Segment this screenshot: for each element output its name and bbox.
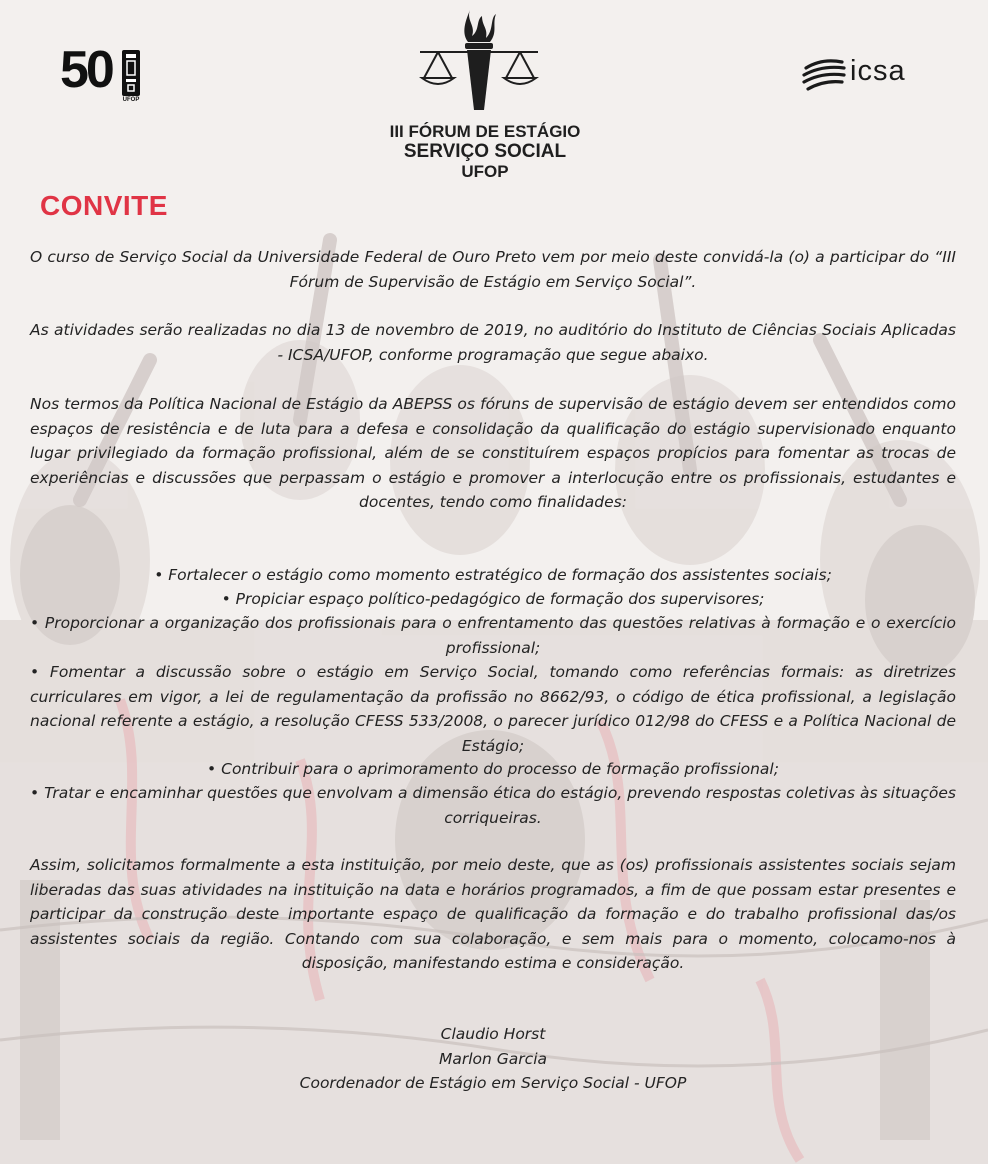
goal-item: • Fortalecer o estágio como momento estratégico de formação dos assistentes sociais; [154,566,832,584]
goal-item: • Propiciar espaço político-pedagógico de formação dos supervisores; [221,590,765,608]
activities-paragraph: As atividades serão realizadas no dia 13 de novembro de 2019, no auditório do Instituto de Ciências Sociais Aplicadas - ICSA/UFOP, conforme programação que segue abaixo. [30,321,956,364]
goal-item: • Fomentar a discussão sobre o estágio em Serviço Social, tomando como referências formais: as diretrizes curriculares em vigor, a lei de regulamentação da profissão no 8662/93, o código de ética profissional, a legislação nacional referente a estágio, a resolução CFESS 533/2008, o parecer jurídico 012/98 do CFESS e a Política Nacional de Estágio; [30,663,956,755]
signature-role: Coordenador de Estágio em Serviço Social - UFOP [299,1074,687,1092]
icsa-logo [800,56,930,96]
ufop-50-logo [60,41,142,104]
event-title-line3: UFOP [461,162,509,181]
closing-paragraph: Assim, solicitamos formalmente a esta instituição, por meio deste, que as (os) profissionais assistentes sociais sejam liberadas das suas atividades na instituição na data e horários programados, a fim de que possam estar presentes e participar da construção deste importante espaço de qualificação da formação e do trabalho profissional das/os assistentes sociais da região. Contando com sua colaboração, e sem mais para o momento, colocamo-nos à disposição, manifestando estima e consideração. [30,856,956,972]
globe-stripes-icon [800,56,848,96]
terms-paragraph: Nos termos da Política Nacional de Estágio da ABEPSS os fóruns de supervisão de estágio devem ser entendidos como espaços de resistência e de luta para a defesa e consolidação da qualificação do estágio supervisionado enquanto lugar privilegiado da formação profissional, além de se constituírem espaços propícios para fomentar as trocas de experiências e discussões que perpassam o estágio e promover a interlocução entre os profissionais, estudantes e docentes, tendo como finalidades: [30,395,956,511]
logo-50-label: UFOP [122,97,140,103]
event-title [330,122,640,182]
goal-item: • Tratar e encaminhar questões que envolvam a dimensão ética do estágio, prevendo respostas coletivas às situações corriqueiras. [30,784,956,827]
icsa-logo-text: icsa [850,55,906,87]
goal-item: • Proporcionar a organização dos profissionais para o enfrentamento das questões relativas à formação e o exercício profissional; [30,614,956,657]
intro-paragraph: O curso de Serviço Social da Universidade Federal de Ouro Preto vem por meio deste convidá-la (o) a participar do “III Fórum de Supervisão de Estágio em Serviço Social”. [30,248,956,291]
signature-name-1: Claudio Horst [440,1025,546,1043]
goal-item: • Contribuir para o aprimoramento do processo de formação profissional; [207,760,779,778]
torch-scales-icon [418,6,540,118]
signature-block [30,1022,956,1096]
event-title-line1: III FÓRUM DE ESTÁGIO [389,122,581,141]
invitation-heading: CONVITE [40,190,168,221]
signature-name-2: Marlon Garcia [439,1049,547,1068]
event-title-line2: SERVIÇO SOCIAL [403,141,567,162]
logo-50-number: 50 [60,41,112,99]
logo-50-badge [122,50,140,96]
